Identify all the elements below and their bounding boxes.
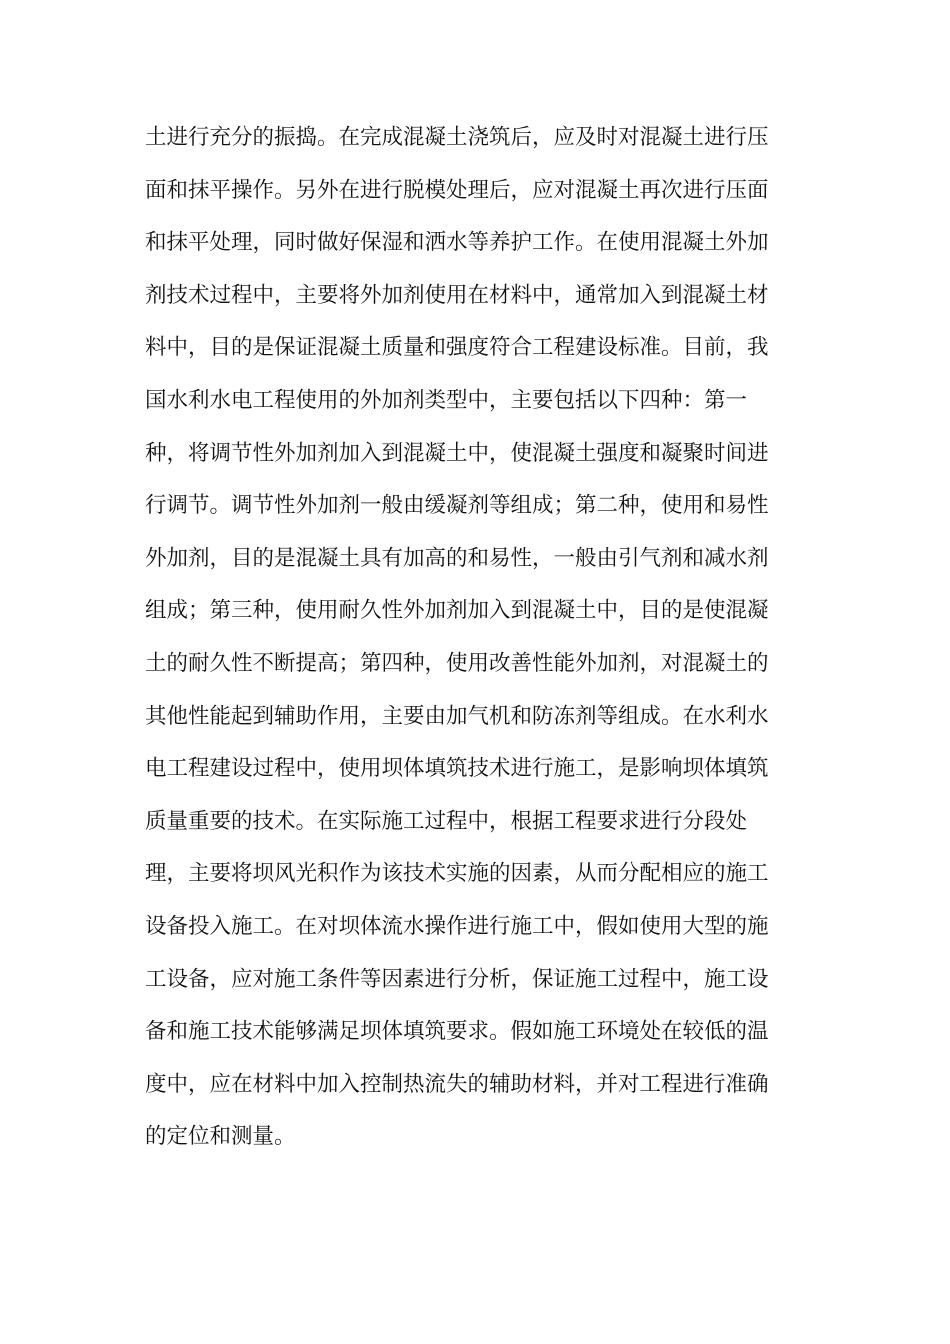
text-line: 和抹平处理，同时做好保湿和洒水等养护工作。在使用混凝土外加 (145, 230, 769, 256)
text-line: 种，将调节性外加剂加入到混凝土中，使混凝土强度和凝聚时间进 (145, 440, 769, 466)
text-line: 料中，目的是保证混凝土质量和强度符合工程建设标准。目前，我 (145, 335, 769, 361)
text-line: 质量重要的技术。在实际施工过程中，根据工程要求进行分段处 (145, 808, 748, 834)
text-line: 设备投入施工。在对坝体流水操作进行施工中，假如使用大型的施 (145, 913, 769, 939)
text-line: 面和抹平操作。另外在进行脱模处理后，应对混凝土再次进行压面 (145, 177, 769, 203)
text-line: 组成；第三种，使用耐久性外加剂加入到混凝土中，目的是使混凝 (145, 598, 769, 624)
text-line: 工设备，应对施工条件等因素进行分析，保证施工过程中，施工设 (145, 966, 769, 992)
text-line: 电工程建设过程中，使用坝体填筑技术进行施工，是影响坝体填筑 (145, 756, 769, 782)
text-line: 的定位和测量。 (145, 1124, 296, 1150)
text-line: 理，主要将坝风光积作为该技术实施的因素，从而分配相应的施工 (145, 861, 769, 887)
body-paragraph (145, 118, 805, 1170)
text-line: 国水利水电工程使用的外加剂类型中，主要包括以下四种：第一 (145, 387, 748, 413)
text-line: 其他性能起到辅助作用，主要由加气机和防冻剂等组成。在水利水 (145, 703, 769, 729)
text-line: 剂技术过程中，主要将外加剂使用在材料中，通常加入到混凝土材 (145, 282, 769, 308)
text-line: 外加剂，目的是混凝土具有加高的和易性，一般由引气剂和减水剂 (145, 545, 769, 571)
text-line: 土的耐久性不断提高；第四种，使用改善性能外加剂，对混凝土的 (145, 650, 769, 676)
text-line: 行调节。调节性外加剂一般由缓凝剂等组成；第二种，使用和易性 (145, 493, 769, 519)
text-line: 备和施工技术能够满足坝体填筑要求。假如施工环境处在较低的温 (145, 1019, 769, 1045)
text-line: 度中，应在材料中加入控制热流失的辅助材料，并对工程进行准确 (145, 1071, 769, 1097)
text-line: 土进行充分的振捣。在完成混凝土浇筑后，应及时对混凝土进行压 (145, 125, 769, 150)
